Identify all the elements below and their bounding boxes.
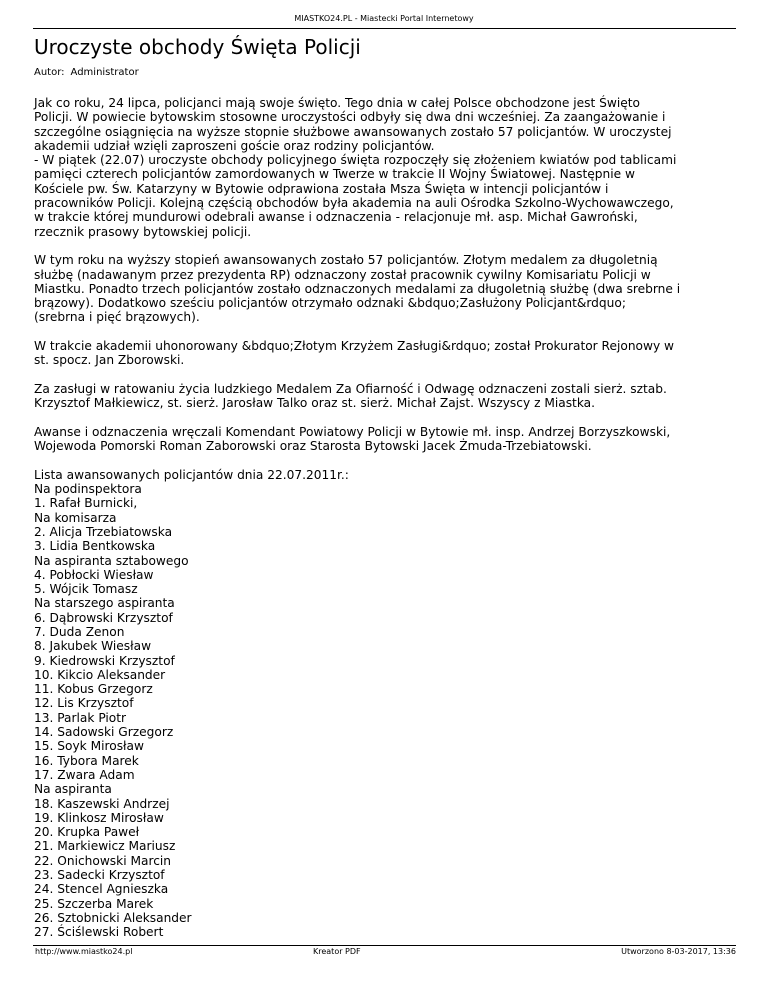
list-item: 15. Soyk Mirosław [34, 739, 144, 754]
list-item: 25. Szczerba Marek [34, 896, 154, 911]
list-item: 3. Lidia Bentkowska [34, 539, 156, 554]
text-line: w trakcie której mundurowi odebrali awanse i odznaczenia - relacjonuje mł. asp. Michał Gawroński, [34, 210, 638, 225]
list-intro: Lista awansowanych policjantów dnia 22.07.2011r.: [34, 467, 349, 482]
list-item: Na podinspektora [34, 482, 142, 497]
author-label: Autor: [34, 67, 65, 78]
text-line: Za zasługi w ratowaniu życia ludzkiego Medalem Za Ofiarność i Odwagę odznaczeni zostali sierż. sztab. [34, 381, 667, 396]
list-item: 20. Krupka Paweł [34, 825, 140, 840]
text-line: - W piątek (22.07) uroczyste obchody policyjnego święta rozpoczęły się złożeniem kwiatów pod tablicami [34, 153, 677, 168]
text-line: Policji. W powiecie bytowskim stosowne uroczystości odbyły się dwa dni wcześniej. Za zaangażowanie i [34, 110, 666, 125]
list-item: 1. Rafał Burnicki, [34, 496, 138, 511]
footer-divider [33, 945, 736, 946]
article-body [34, 96, 734, 940]
list-item: 7. Duda Zenon [34, 624, 125, 639]
text-line: W tym roku na wyższy stopień awansowanych zostało 57 policjantów. Złotym medalem za długoletnią [34, 253, 658, 268]
list-item: Na aspiranta sztabowego [34, 553, 189, 568]
list-item: 16. Tybora Marek [34, 753, 139, 768]
article-title: Uroczyste obchody Święta Policji [34, 35, 361, 59]
header-divider [33, 28, 736, 29]
text-line: Jak co roku, 24 lipca, policjanci mają swoje święto. Tego dnia w całej Polsce obchodzone jest Święto [34, 96, 640, 110]
page-header: MIASTKO24.PL - Miastecki Portal Internetowy [294, 14, 474, 23]
text-line: brązowy). Dodatkowo sześciu policjantów otrzymało odznaki &bdquo;Zasłużony Policjant&rdquo; [34, 296, 626, 311]
list-item: 11. Kobus Grzegorz [34, 682, 153, 697]
list-item: 10. Kikcio Aleksander [34, 667, 166, 682]
text-line: Wojewoda Pomorski Roman Zaborowski oraz Starosta Bytowski Jacek Żmuda-Trzebiatowski. [34, 439, 592, 454]
list-item: 17. Zwara Adam [34, 767, 135, 782]
text-line: służbę (nadawanym przez prezydenta RP) odznaczony został pracownik cywilny Komisariatu Policji w [34, 267, 651, 282]
text-line: Awanse i odznaczenia wręczali Komendant Powiatowy Policji w Bytowie mł. insp. Andrzej Borzyszkowski, [34, 424, 671, 439]
list-item: 2. Alicja Trzebiatowska [34, 524, 173, 539]
text-line: rzecznik prasowy bytowskiej policji. [34, 224, 252, 239]
page-footer [33, 947, 736, 959]
list-item: Na komisarza [34, 510, 117, 525]
list-item: 6. Dąbrowski Krzysztof [34, 610, 173, 625]
text-line: Kościele pw. Św. Katarzyny w Bytowie odprawiona została Msza Święta w intencji policjantów i [34, 181, 609, 196]
list-item: 24. Stencel Agnieszka [34, 882, 169, 897]
footer-generator: Kreator PDF [313, 947, 361, 956]
author-line [34, 66, 139, 79]
text-line: st. spocz. Jan Zborowski. [34, 353, 185, 368]
list-item: 23. Sadecki Krzysztof [34, 868, 165, 883]
author-name: Administrator [70, 67, 139, 78]
list-item: Na aspiranta [34, 782, 112, 797]
promotion-list [34, 468, 734, 940]
paragraph [34, 339, 734, 368]
list-item: 21. Markiewicz Mariusz [34, 839, 176, 854]
text-line: akademii udział wzięli zaproszeni goście oraz rodziny policjantów. [34, 138, 435, 153]
list-item: 9. Kiedrowski Krzysztof [34, 653, 175, 668]
text-line: Krzysztof Małkiewicz, st. sierż. Jarosław Talko oraz st. sierż. Michał Zajst. Wszyscy z Miastka. [34, 396, 596, 411]
list-item: 8. Jakubek Wiesław [34, 639, 152, 654]
footer-created: Utworzono 8-03-2017, 13:36 [621, 947, 736, 956]
paragraph [34, 253, 734, 324]
text-line: szczególne osiągnięcia na wyższe stopnie służbowe awansowanych zostało 57 policjantów. W uroczystej [34, 124, 672, 139]
text-line: pracowników Policji. Kolejną częścią obchodów była akademia na auli Ośrodka Szkolno-Wychowawczego, [34, 196, 674, 211]
list-item: 5. Wójcik Tomasz [34, 582, 138, 597]
list-item: 27. Ściślewski Robert [34, 925, 164, 940]
text-line: pamięci czterech policjantów zamordowanych w Twerze w trakcie II Wojny Światowej. Następnie w [34, 167, 635, 182]
list-item: 14. Sadowski Grzegorz [34, 725, 174, 740]
list-item: 18. Kaszewski Andrzej [34, 796, 170, 811]
text-line: Miastku. Ponadto trzech policjantów zostało odznaczonych medalami za długoletnią służbę (dwa srebrne i [34, 281, 681, 296]
list-item: 26. Sztobnicki Aleksander [34, 910, 192, 925]
text-line: W trakcie akademii uhonorowany &bdquo;Złotym Krzyżem Zasługi&rdquo; został Prokurator Rejonowy w [34, 339, 675, 354]
paragraph [34, 96, 734, 239]
paragraph [34, 382, 734, 411]
list-item: 13. Parlak Piotr [34, 710, 127, 725]
list-item: Na starszego aspiranta [34, 596, 175, 611]
list-item: 22. Onichowski Marcin [34, 853, 172, 868]
footer-url: http://www.miastko24.pl [35, 947, 133, 956]
paragraph [34, 425, 734, 454]
list-item: 4. Pobłocki Wiesław [34, 567, 154, 582]
text-line: (srebrna i pięć brązowych). [34, 310, 200, 325]
list-item: 19. Klinkosz Mirosław [34, 810, 164, 825]
list-item: 12. Lis Krzysztof [34, 696, 134, 711]
